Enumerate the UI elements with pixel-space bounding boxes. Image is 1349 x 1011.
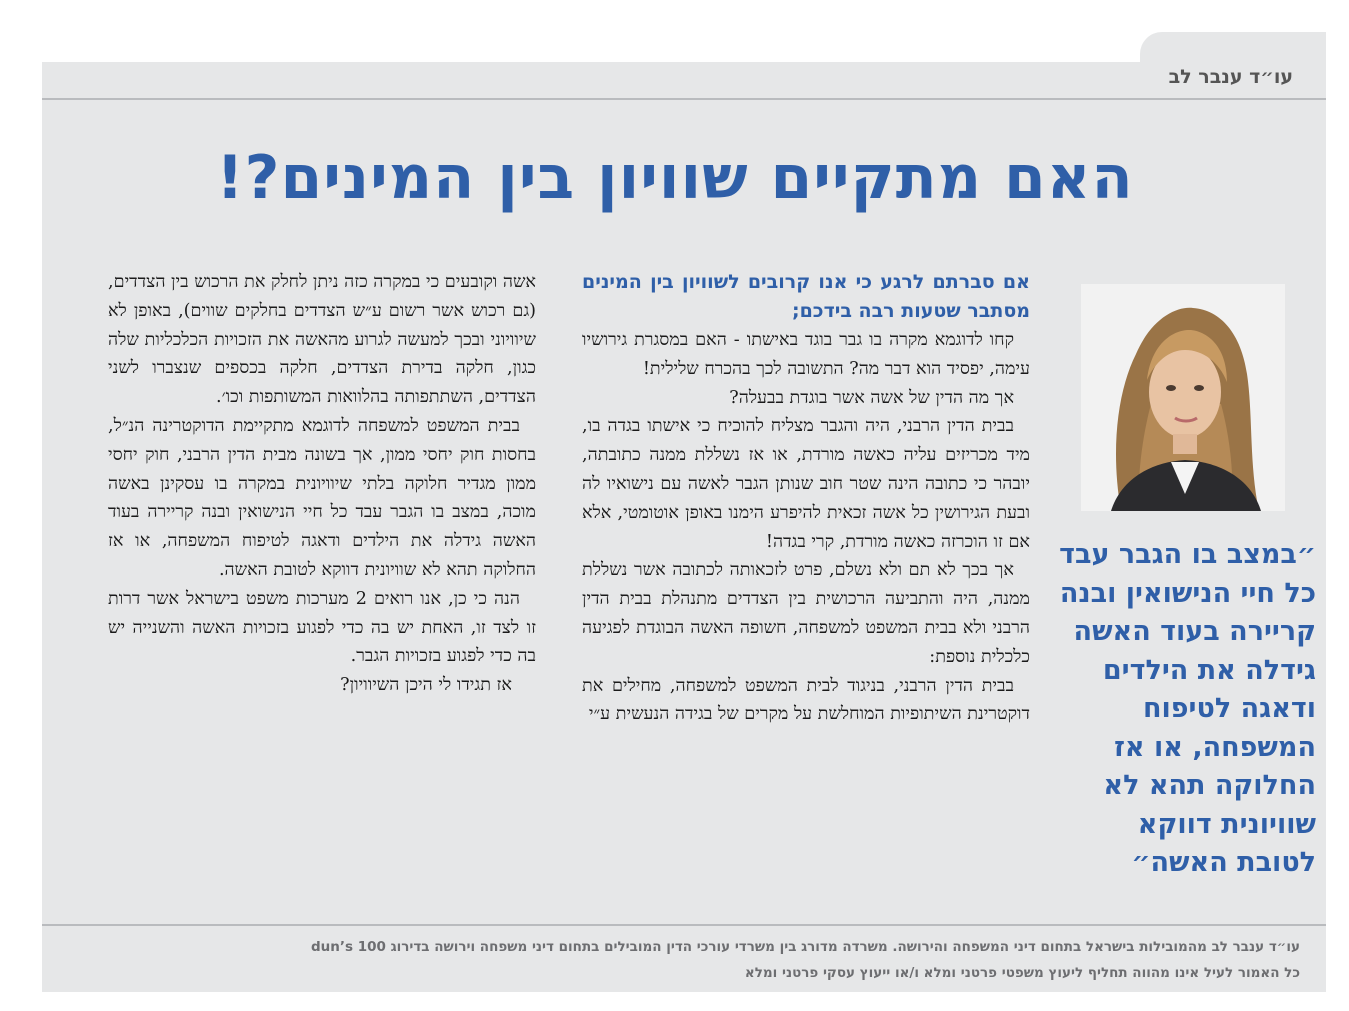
article-column-left xyxy=(108,268,536,700)
author-byline: עו״ד ענבר לב xyxy=(1168,66,1293,88)
paragraph: קחו לדוגמא מקרה בו גבר בוגד באישתו - האם במסגרת גירושיו עימה, יפסיד הוא דבר מה? התשובה לכך בהכרח שלילית! xyxy=(582,330,1030,379)
footer-divider xyxy=(42,924,1326,926)
paragraph: בבית המשפט למשפחה לדוגמא מתקיימת הדוקטרינה הנ״ל, בחסות חוק יחסי ממון, אך בשונה מבית הדין הרבני, חוק יחסי ממון מגדיר חלוקה בלתי שיוויונית במקרה בו עסקינן באשה מוכה, במצב בו הגבר עבד כל חיי הנישואין ובנה קריירה בעוד האשה גידלה את הילדים ודאגה לטיפוח המשפחה, או אז החלוקה תהא לא שוויונית דווקא לטובת האשה. xyxy=(108,415,536,580)
article-lede: אם סברתם לרגע כי אנו קרובים לשוויון בין המינים מסתבר שטעות רבה בידכם; xyxy=(582,271,1030,322)
paragraph: אך מה הדין של אשה אשר בוגדת בבעלה? xyxy=(729,387,1014,408)
paragraph: בבית הדין הרבני, בניגוד לבית המשפט למשפחה, מחילים את דוקטרינת השיתופיות המוחלשת על מקרים של בגידה הנעשית ע״י xyxy=(582,675,1030,725)
footer-line-2: כל האמור לעיל אינו מהווה תחליף ליעוץ משפטי פרטני ומלא ו/או ייעוץ עסקי פרטני ומלא xyxy=(744,965,1300,981)
article-title: האם מתקיים שוויון בין המינים?! xyxy=(216,143,1134,213)
header-divider xyxy=(42,98,1326,100)
footer-line-1: עו״ד ענבר לב מהמובילות בישראל בתחום דיני המשפחה והירושה. משרדה מדורג בין משרדי עורכי הדין המובילים בתחום דיני משפחה וירושה בדירוג dun’s 100 xyxy=(310,939,1300,955)
footer-disclaimer xyxy=(60,934,1300,986)
paragraph: אשה וקובעים כי במקרה כזה ניתן לחלק את הרכוש בין הצדדים, (גם רכוש אשר רשום ע״ש הצדדים בחלקים שווים), באופן לא שיוויוני ובכך למעשה לגרוע מהאשה את הזכויות הכלכליות שלה כגון, חלקה בדירת הצדדים, חלקה בכספים שנצברו לשני הצדדים, השתתפותה בהלוואות המשותפות וכו׳. xyxy=(108,272,536,408)
paragraph: בבית הדין הרבני, היה והגבר מצליח להוכיח כי אישתו בגדה בו, מיד מכריזים עליה כאשה מורדת, או אז נשללת ממנה כתובתה, יובהר כי כתובה הינה שטר חוב שנותן הגבר לאשה עם נישואיו לה ובעת הגירושין כל אשה זכאית להיפרע הימנו באופן אוטומטי, אלא אם זו הוכרזה כאשה מורדת, קרי בגדה! xyxy=(582,416,1030,552)
article-column-middle xyxy=(582,268,1030,729)
paragraph: אך בכך לא תם ולא נשלם, פרט לזכאותה לכתובה אשר נשללת ממנה, היה והתביעה הרכושית בין הצדדים מתנהלת בבית הדין הרבני ולא בבית המשפט למשפחה, חשופה האשה הבוגדת לפגיעה כלכלית נוספת: xyxy=(582,560,1030,667)
paragraph: הנה כי כן, אנו רואים 2 מערכות משפט בישראל אשר דרות זו לצד זו, האחת יש בה כדי לפגוע בזכויות האשה והשנייה יש בה כדי לפגוע בזכויות הגבר. xyxy=(108,588,536,667)
paragraph: אז תגידו לי היכן השיוויון? xyxy=(340,675,512,696)
author-photo xyxy=(1081,284,1285,511)
pull-quote: ״במצב בו הגבר עבד כל חיי הנישואין ובנה קריירה בעוד האשה גידלה את הילדים ודאגה לטיפוח המשפחה, או אז החלוקה תהא לא שוויונית דווקא לטובת האשה״ xyxy=(1059,539,1316,878)
